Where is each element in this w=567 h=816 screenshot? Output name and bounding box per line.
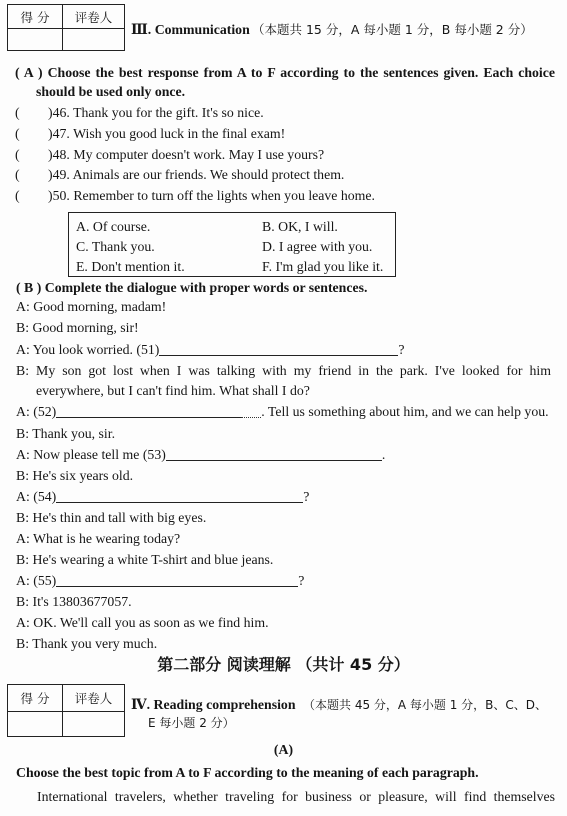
speaker-label: B: bbox=[16, 510, 30, 525]
question-text: Animals are our friends. We should protect them. bbox=[72, 167, 345, 182]
score-box-entry-row bbox=[8, 29, 124, 50]
section-4-title: Ⅳ. Reading comprehension bbox=[131, 697, 296, 712]
dialogue-text: Thank you very much. bbox=[32, 636, 158, 651]
question-number: 46. bbox=[52, 105, 70, 120]
speaker-label: B: bbox=[16, 320, 30, 335]
dialogue-text: He's six years old. bbox=[32, 468, 134, 483]
option-f: F. I'm glad you like it. bbox=[262, 259, 384, 274]
score-entry-cell bbox=[8, 29, 63, 50]
section-3-score-note: （本题共 15 分，A 每小题 1 分，B 每小题 2 分） bbox=[252, 22, 533, 37]
score-label: 得 分 bbox=[8, 5, 63, 28]
option-c: C. Thank you. bbox=[76, 239, 155, 254]
dialogue-line-11 bbox=[16, 530, 180, 548]
dialogue-text: (54) bbox=[33, 489, 57, 504]
option-b: B. OK, I will. bbox=[262, 219, 338, 234]
dialogue-text: What is he wearing today? bbox=[33, 531, 181, 546]
dialogue-text: You look worried. (51) bbox=[32, 342, 160, 357]
speaker-label: B: bbox=[16, 426, 30, 441]
dialogue-text-after: . bbox=[381, 447, 386, 462]
reading-paragraph-start: International travelers, whether traveling for business or pleasure, will find themselves bbox=[37, 789, 555, 804]
option-a: A. Of course. bbox=[76, 219, 151, 234]
speaker-label: A: bbox=[16, 489, 30, 504]
dialogue-line-1 bbox=[16, 298, 166, 316]
answer-blank-close: ) bbox=[48, 147, 53, 162]
score-box-top bbox=[7, 4, 125, 51]
dialogue-line-13 bbox=[16, 572, 304, 590]
speaker-label: B: bbox=[16, 636, 30, 651]
answer-blank-open: ( bbox=[15, 105, 20, 120]
speaker-label: A: bbox=[16, 342, 30, 357]
grader-entry-cell bbox=[63, 29, 124, 50]
speaker-label: A: bbox=[16, 447, 30, 462]
dialogue-text: (55) bbox=[33, 573, 57, 588]
part-b-instruction: ( B ) Complete the dialogue with proper words or sentences. bbox=[16, 280, 368, 295]
part-two-heading: 第二部分 阅读理解 （共计 45 分） bbox=[157, 655, 410, 674]
dialogue-line-4 bbox=[16, 361, 551, 401]
option-e: E. Don't mention it. bbox=[76, 259, 185, 274]
speaker-label: A: bbox=[16, 531, 30, 546]
speaker-label: A: bbox=[16, 299, 30, 314]
question-text: Wish you good luck in the final exam! bbox=[73, 126, 286, 141]
score-box-bottom bbox=[7, 684, 125, 737]
question-number: 48. bbox=[52, 147, 70, 162]
dialogue-line-7 bbox=[16, 446, 385, 464]
dialogue-line-2 bbox=[16, 319, 139, 337]
answer-blank-close: ) bbox=[48, 126, 53, 141]
answer-blank-open: ( bbox=[15, 147, 20, 162]
score-entry-cell bbox=[8, 712, 63, 736]
question-number: 50. bbox=[52, 188, 70, 203]
speaker-label: A: bbox=[16, 404, 30, 419]
answer-blank-55 bbox=[56, 586, 298, 587]
dialogue-text: My son got lost when I was talking with my friend in the park. I've looked for him everywhere, but I can't find him. What shall I do? bbox=[36, 363, 551, 398]
dialogue-text-after: ? bbox=[303, 489, 310, 504]
speaker-label: A: bbox=[16, 573, 30, 588]
question-47 bbox=[15, 125, 285, 143]
part-a-instruction: ( A ) Choose the best response from A to F according to the sentences given. Each choice should be used only once. bbox=[15, 65, 555, 99]
answer-blank-53 bbox=[166, 460, 382, 461]
dialogue-text: OK. We'll call you as soon as we find him. bbox=[33, 615, 269, 630]
dialogue-line-6 bbox=[16, 425, 115, 443]
answer-blank-close: ) bbox=[48, 105, 53, 120]
dialogue-text: Now please tell me (53) bbox=[33, 447, 166, 462]
dialogue-line-10 bbox=[16, 509, 206, 527]
dialogue-line-5 bbox=[16, 403, 549, 421]
dialogue-line-12 bbox=[16, 551, 273, 569]
speaker-label: A: bbox=[16, 615, 30, 630]
answer-blank-52 bbox=[56, 417, 241, 418]
dialogue-line-8 bbox=[16, 467, 133, 485]
dialogue-line-15 bbox=[16, 614, 269, 632]
answer-blank-51 bbox=[159, 355, 398, 356]
question-number: 49. bbox=[52, 167, 70, 182]
grader-label: 评卷人 bbox=[74, 9, 113, 25]
question-50 bbox=[15, 187, 375, 205]
speaker-label: B: bbox=[16, 363, 30, 378]
question-49 bbox=[15, 166, 344, 184]
dialogue-line-9 bbox=[16, 488, 309, 506]
question-46 bbox=[15, 104, 264, 122]
question-text: Thank you for the gift. It's so nice. bbox=[73, 105, 264, 120]
dialogue-text: He's thin and tall with big eyes. bbox=[32, 510, 207, 525]
question-number: 47. bbox=[52, 126, 70, 141]
dialogue-text: It's 13803677057. bbox=[32, 594, 132, 609]
speaker-label: B: bbox=[16, 468, 30, 483]
answer-blank-close: ) bbox=[48, 167, 53, 182]
score-box-entry-row bbox=[8, 712, 124, 736]
dialogue-text-after: ? bbox=[298, 573, 305, 588]
dialogue-text-after: ? bbox=[398, 342, 405, 357]
dialogue-text: Thank you, sir. bbox=[32, 426, 116, 441]
answer-blank-open: ( bbox=[15, 167, 20, 182]
speaker-label: B: bbox=[16, 594, 30, 609]
reading-part-label: (A) bbox=[273, 742, 294, 757]
speaker-label: B: bbox=[16, 552, 30, 567]
grader-entry-cell bbox=[63, 712, 124, 736]
dialogue-text: Good morning, madam! bbox=[33, 299, 167, 314]
question-text: My computer doesn't work. May I use yours? bbox=[73, 147, 325, 162]
question-48 bbox=[15, 146, 324, 164]
dialogue-line-16 bbox=[16, 635, 157, 653]
options-box bbox=[68, 212, 396, 277]
dialogue-text-after: . Tell us something about him, and we can help you. bbox=[261, 404, 549, 419]
section-4-score-note-line-2: E 每小题 2 分） bbox=[148, 716, 235, 730]
answer-blank-close: ) bbox=[48, 188, 53, 203]
score-box-header bbox=[8, 685, 124, 712]
answer-blank-54 bbox=[56, 502, 303, 503]
dialogue-text: Good morning, sir! bbox=[32, 320, 139, 335]
option-d: D. I agree with you. bbox=[262, 239, 373, 254]
answer-blank-open: ( bbox=[15, 188, 20, 203]
question-text: Remember to turn off the lights when you leave home. bbox=[73, 188, 375, 203]
dialogue-line-3 bbox=[16, 341, 404, 359]
reading-instruction: Choose the best topic from A to F according to the meaning of each paragraph. bbox=[16, 765, 479, 780]
answer-blank-52-dots bbox=[241, 417, 261, 418]
section-4-score-note-line-1: （本题共 45 分，A 每小题 1 分，B、C、D、 bbox=[303, 698, 548, 712]
dialogue-text: He's wearing a white T-shirt and blue jeans. bbox=[32, 552, 274, 567]
dialogue-line-14 bbox=[16, 593, 132, 611]
score-box-header bbox=[8, 5, 124, 29]
score-label: 得 分 bbox=[8, 685, 63, 711]
answer-blank-open: ( bbox=[15, 126, 20, 141]
dialogue-text: (52) bbox=[33, 404, 57, 419]
grader-label: 评卷人 bbox=[74, 691, 113, 706]
section-3-title: Ⅲ. Communication bbox=[131, 22, 250, 37]
